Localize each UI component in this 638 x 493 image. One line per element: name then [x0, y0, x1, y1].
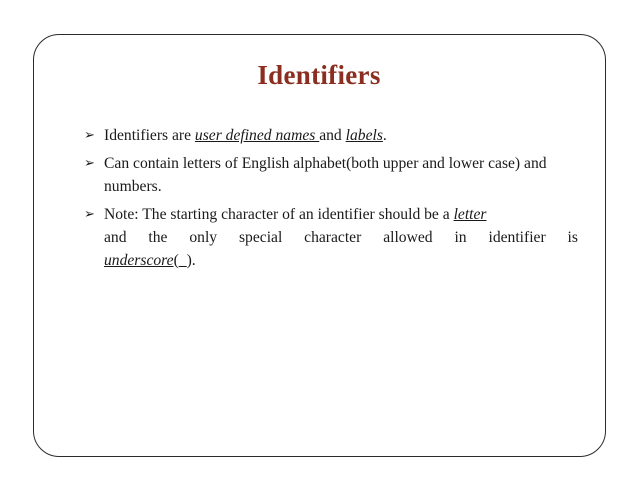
- bullet-word: in: [454, 229, 467, 246]
- bullet-text: Note: The starting character of an identifier should be a: [104, 206, 454, 223]
- bullet-word: the: [148, 229, 168, 246]
- bullet-item-3: [82, 203, 578, 272]
- bullet-list: [82, 124, 578, 277]
- bullet-text: and: [319, 127, 346, 144]
- term-letter: letter: [453, 206, 487, 223]
- term-labels: labels: [345, 127, 383, 144]
- bullet-word: identifier: [488, 229, 546, 246]
- bullet-line: [104, 249, 578, 272]
- term-underscore: underscore: [104, 252, 174, 269]
- bullet-line: [104, 226, 578, 249]
- slide-title: Identifiers: [257, 60, 381, 90]
- bullet-word: and: [104, 229, 127, 246]
- bullet-item-1: [82, 124, 578, 147]
- bullet-text: ).: [186, 252, 196, 269]
- arrow-bullet-icon: ➢: [84, 207, 95, 222]
- bullet-text: Identifiers are: [104, 127, 195, 144]
- bullet-word: is: [567, 229, 578, 246]
- arrow-bullet-icon: ➢: [84, 128, 95, 143]
- bullet-text: (: [173, 252, 179, 269]
- bullet-word: special: [238, 229, 283, 246]
- bullet-word: allowed: [383, 229, 433, 246]
- bullet-word: only: [189, 229, 218, 246]
- bullet-word: character: [304, 229, 362, 246]
- bullet-text: Can contain letters of English alphabet(both upper and lower case) and numbers.: [104, 155, 547, 195]
- bullet-item-2: [82, 152, 578, 198]
- arrow-bullet-icon: ➢: [84, 156, 95, 171]
- term-user-defined-names: user defined names: [194, 127, 320, 144]
- bullet-line: [104, 203, 578, 226]
- term-underscore-symbol: _: [178, 252, 187, 269]
- bullet-text: .: [382, 127, 387, 144]
